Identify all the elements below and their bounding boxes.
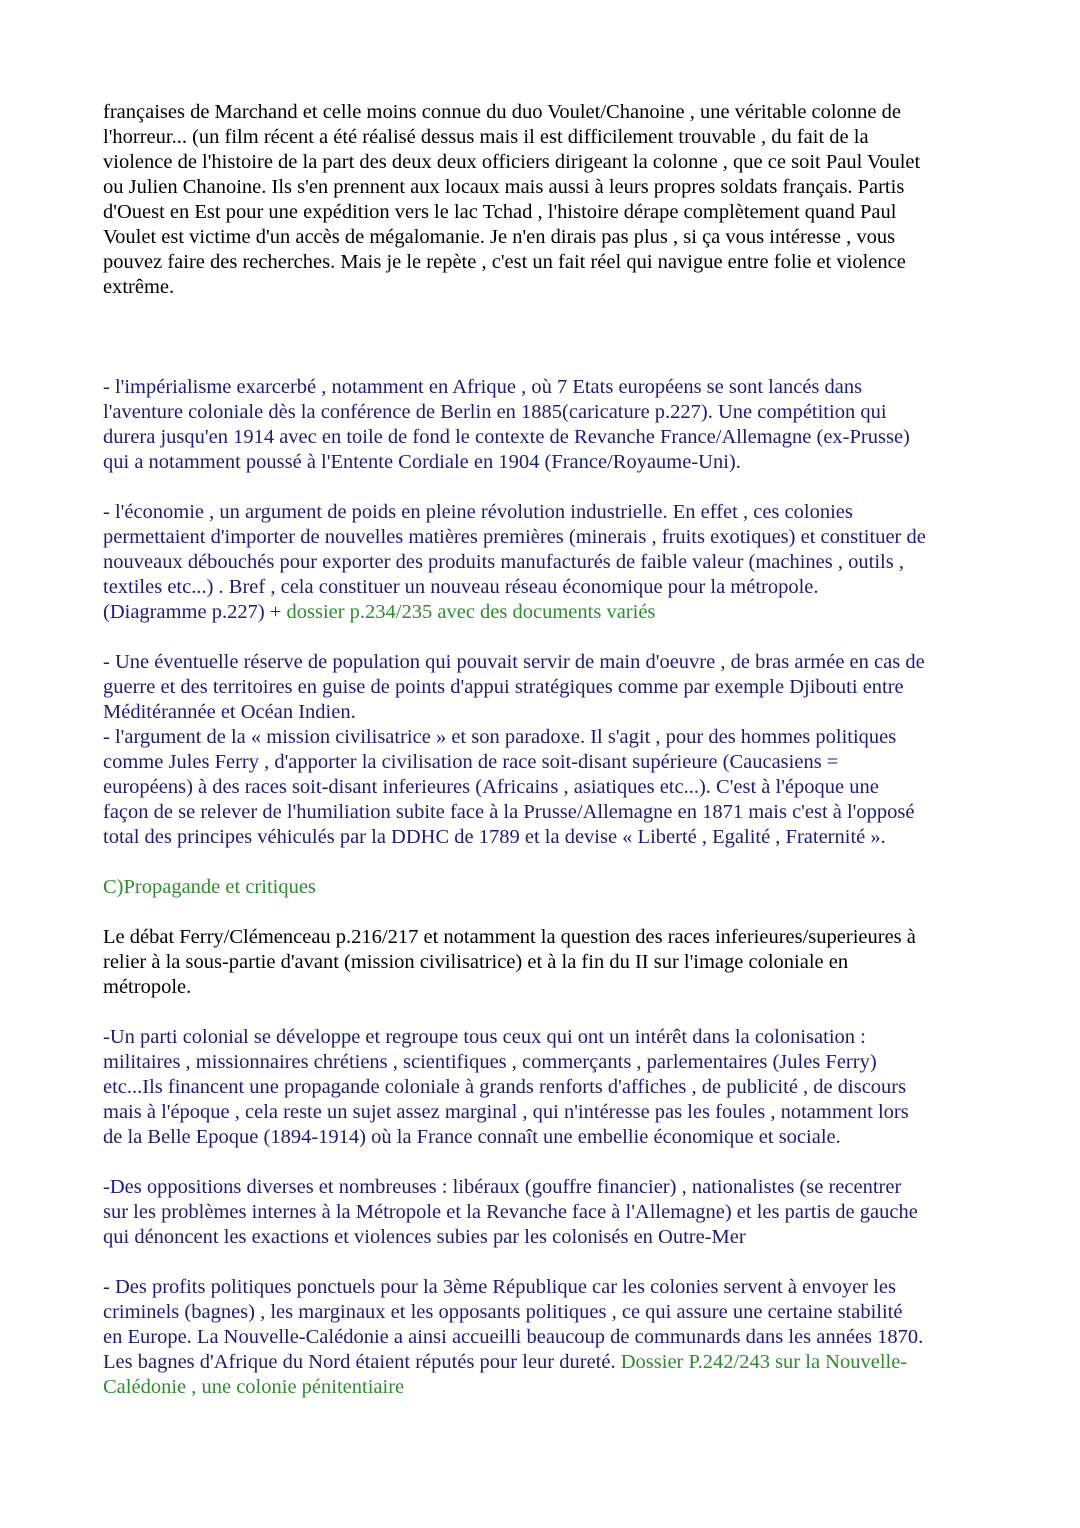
- text-line: qui dénoncent les exactions et violences subies par les colonisés en Outre-Mer: [103, 1226, 746, 1248]
- dossier-reference: Dossier P.242/243 sur la Nouvelle-: [620, 1351, 908, 1373]
- text-line: etc...Ils financent une propagande coloniale à grands renforts d'affiches , de publicité , de discours: [103, 1076, 907, 1098]
- text-line: comme Jules Ferry , d'apporter la civilisation de race soit-disant supérieure (Caucasiens =: [103, 751, 839, 773]
- oppositions-paragraph: [103, 1175, 993, 1250]
- text-line: européens) à des races soit-disant inferieures (Africains , asiatiques etc...). C'est à l'époque une: [103, 776, 879, 798]
- text-line: - Une éventuelle réserve de population qui pouvait servir de main d'oeuvre , de bras armée en cas de: [103, 651, 925, 673]
- text-line: -Un parti colonial se développe et regroupe tous ceux qui ont un intérêt dans la colonisation :: [103, 1026, 866, 1048]
- text-line: mais à l'époque , cela reste un sujet assez marginal , qui n'intéresse pas les foules , notamment lors: [103, 1101, 909, 1123]
- text-line: guerre et des territoires en guise de points d'appui stratégiques comme par exemple Djibouti entre: [103, 676, 904, 698]
- population-paragraph: [103, 650, 993, 850]
- text-line: - Des profits politiques ponctuels pour la 3ème République car les colonies servent à envoyer les: [103, 1276, 897, 1298]
- diagram-reference: (Diagramme p.227) +: [103, 601, 287, 623]
- text-line: qui a notamment poussé à l'Entente Cordiale en 1904 (France/Royaume-Uni).: [103, 451, 741, 473]
- text-line: Méditérannée et Océan Indien.: [103, 701, 356, 723]
- text-line: extrême.: [103, 276, 175, 298]
- text-line: - l'argument de la « mission civilisatrice » et son paradoxe. Il s'agit , pour des hommes politiques: [103, 726, 897, 748]
- text-line: textiles etc...) . Bref , cela constituer un nouveau réseau économique pour la métropole.: [103, 576, 819, 598]
- section-heading: [103, 875, 993, 900]
- text-line: - l'économie , un argument de poids en pleine révolution industrielle. En effet , ces colonies: [103, 501, 853, 523]
- text-line: de la Belle Epoque (1894-1914) où la France connaît une embellie économique et sociale.: [103, 1126, 841, 1148]
- text-line: françaises de Marchand et celle moins connue du duo Voulet/Chanoine , une véritable colonne de: [103, 101, 901, 123]
- text-line: Le débat Ferry/Clémenceau p.216/217 et notamment la question des races inferieures/superieures à: [103, 926, 916, 948]
- text-line: Calédonie , une colonie pénitentiaire: [103, 1376, 405, 1398]
- text-line: violence de l'histoire de la part des deux deux officiers dirigeant la colonne , que ce soit Paul Voulet: [103, 151, 921, 173]
- text-line: nouveaux débouchés pour exporter des produits manufacturés de faible valeur (machines , outils ,: [103, 551, 904, 573]
- text-line: ou Julien Chanoine. Ils s'en prennent aux locaux mais aussi à leurs propres soldats français. Partis: [103, 176, 905, 198]
- text-line: relier à la sous-partie d'avant (mission civilisatrice) et à la fin du II sur l'image coloniale en: [103, 951, 849, 973]
- debate-paragraph: [103, 925, 993, 1000]
- economy-paragraph: [103, 500, 993, 625]
- heading-text: C)Propagande et critiques: [103, 876, 316, 898]
- text-line: permettaient d'importer de nouvelles matières premières (minerais , fruits exotiques) et constituer de: [103, 526, 926, 548]
- text-line: en Europe. La Nouvelle-Calédonie a ainsi accueilli beaucoup de communards dans les années 1870.: [103, 1326, 924, 1348]
- text-line: - l'impérialisme exarcerbé , notamment en Afrique , où 7 Etats européens se sont lancés dans: [103, 376, 863, 398]
- text-line: Voulet est victime d'un accès de mégalomanie. Je n'en dirais pas plus , si ça vous intéresse , vous: [103, 226, 896, 248]
- text-line: militaires , missionnaires chrétiens , scientifiques , commerçants , parlementaires (Jules Ferry): [103, 1051, 877, 1073]
- text-line: métropole.: [103, 976, 192, 998]
- text-line: façon de se relever de l'humiliation subite face à la Prusse/Allemagne en 1871 mais c'est à l'opposé: [103, 801, 915, 823]
- profits-paragraph: [103, 1275, 993, 1400]
- text-line: l'horreur... (un film récent a été réalisé dessus mais il est difficilement trouvable , du fait de la: [103, 126, 869, 148]
- text-line: l'aventure coloniale dès la conférence de Berlin en 1885(caricature p.227). Une compétition qui: [103, 401, 887, 423]
- text-line: d'Ouest en Est pour une expédition vers le lac Tchad , l'histoire dérape complètement quand Paul: [103, 201, 897, 223]
- text-line: total des principes véhiculés par la DDHC de 1789 et la devise « Liberté , Egalité , Fraternité ».: [103, 826, 886, 848]
- text-line: -Des oppositions diverses et nombreuses : libéraux (gouffre financier) , nationalistes (se recentrer: [103, 1176, 902, 1198]
- text-line: [103, 1350, 993, 1375]
- intro-paragraph: [103, 100, 993, 300]
- document-page: [103, 100, 993, 1400]
- text-line: [103, 600, 993, 625]
- imperialism-paragraph: [103, 375, 993, 475]
- text-line: durera jusqu'en 1914 avec en toile de fond le contexte de Revanche France/Allemagne (ex-Prusse): [103, 426, 910, 448]
- bagnes-sentence: Les bagnes d'Afrique du Nord étaient réputés pour leur dureté.: [103, 1351, 621, 1373]
- text-line: sur les problèmes internes à la Métropole et la Revanche face à l'Allemagne) et les partis de gauche: [103, 1201, 918, 1223]
- text-line: criminels (bagnes) , les marginaux et les opposants politiques , ce qui assure une certaine stabilité: [103, 1301, 903, 1323]
- colonial-party-paragraph: [103, 1025, 993, 1150]
- dossier-reference: dossier p.234/235 avec des documents variés: [286, 601, 656, 623]
- text-line: pouvez faire des recherches. Mais je le repète , c'est un fait réel qui navigue entre folie et violence: [103, 251, 906, 273]
